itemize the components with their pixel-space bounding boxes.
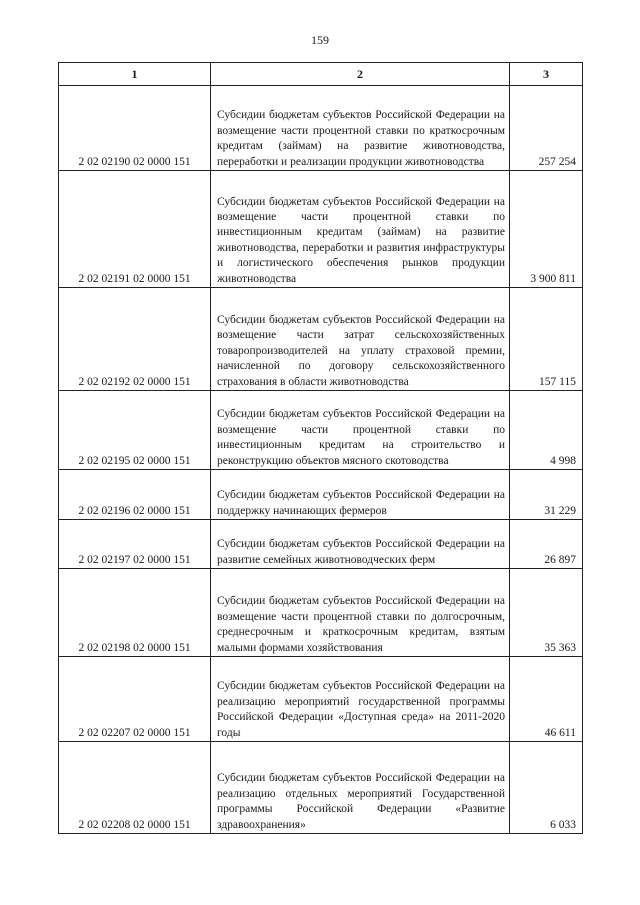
budget-table (58, 62, 583, 834)
row-description: Субсидии бюджетам субъектов Российской Федерации на реализацию отдельных мероприятий Государственной программы Российской Федерации «Развитие здравоохранения» (211, 742, 510, 834)
row-description: Субсидии бюджетам субъектов Российской Федерации на возмещение части процентной ставки по краткосрочным кредитам (займам) на развитие животноводства, переработки и реализации продукции животноводства (211, 86, 510, 171)
table-row (59, 657, 583, 742)
row-amount: 4 998 (510, 391, 583, 470)
row-description: Субсидии бюджетам субъектов Российской Федерации на возмещение части затрат сельскохозяйственных товаропроизводителей на уплату страховой премии, начисленной по договору сельскохозяйственного страхования в области животноводства (211, 288, 510, 391)
row-amount: 31 229 (510, 470, 583, 520)
table-row (59, 470, 583, 520)
row-description: Субсидии бюджетам субъектов Российской Федерации на поддержку начинающих фермеров (211, 470, 510, 520)
table-row (59, 391, 583, 470)
row-description: Субсидии бюджетам субъектов Российской Федерации на возмещение части процентной ставки по инвестиционным кредитам (займам) на развитие животноводства, переработки и развития инфраструктуры и логистического обеспечения рынков продукции животноводства (211, 171, 510, 288)
row-amount: 6 033 (510, 742, 583, 834)
row-code: 2 02 02208 02 0000 151 (59, 742, 211, 834)
row-description: Субсидии бюджетам субъектов Российской Федерации на возмещение части процентной ставки по инвестиционным кредитам на строительство и реконструкцию объектов мясного скотоводства (211, 391, 510, 470)
row-code: 2 02 02196 02 0000 151 (59, 470, 211, 520)
row-amount: 46 611 (510, 657, 583, 742)
row-code: 2 02 02198 02 0000 151 (59, 569, 211, 657)
table-row (59, 86, 583, 171)
row-amount: 35 363 (510, 569, 583, 657)
row-code: 2 02 02207 02 0000 151 (59, 657, 211, 742)
row-amount: 3 900 811 (510, 171, 583, 288)
table-row (59, 171, 583, 288)
row-code: 2 02 02197 02 0000 151 (59, 520, 211, 569)
row-code: 2 02 02190 02 0000 151 (59, 86, 211, 171)
row-description: Субсидии бюджетам субъектов Российской Федерации на реализацию мероприятий государственной программы Российской Федерации «Доступная среда» на 2011-2020 годы (211, 657, 510, 742)
row-code: 2 02 02192 02 0000 151 (59, 288, 211, 391)
header-col-2: 2 (211, 63, 510, 86)
header-col-3: 3 (510, 63, 583, 86)
row-code: 2 02 02191 02 0000 151 (59, 171, 211, 288)
table-header-row (59, 63, 583, 86)
row-amount: 26 897 (510, 520, 583, 569)
table-row (59, 569, 583, 657)
page-number: 159 (311, 33, 329, 47)
row-description: Субсидии бюджетам субъектов Российской Федерации на развитие семейных животноводческих ферм (211, 520, 510, 569)
table-row (59, 742, 583, 834)
table-row (59, 520, 583, 569)
header-col-1: 1 (59, 63, 211, 86)
row-code: 2 02 02195 02 0000 151 (59, 391, 211, 470)
row-description: Субсидии бюджетам субъектов Российской Федерации на возмещение части процентной ставки по долгосрочным, среднесрочным и краткосрочным кредитам, взятым малыми формами хозяйствования (211, 569, 510, 657)
table-row (59, 288, 583, 391)
row-amount: 257 254 (510, 86, 583, 171)
row-amount: 157 115 (510, 288, 583, 391)
